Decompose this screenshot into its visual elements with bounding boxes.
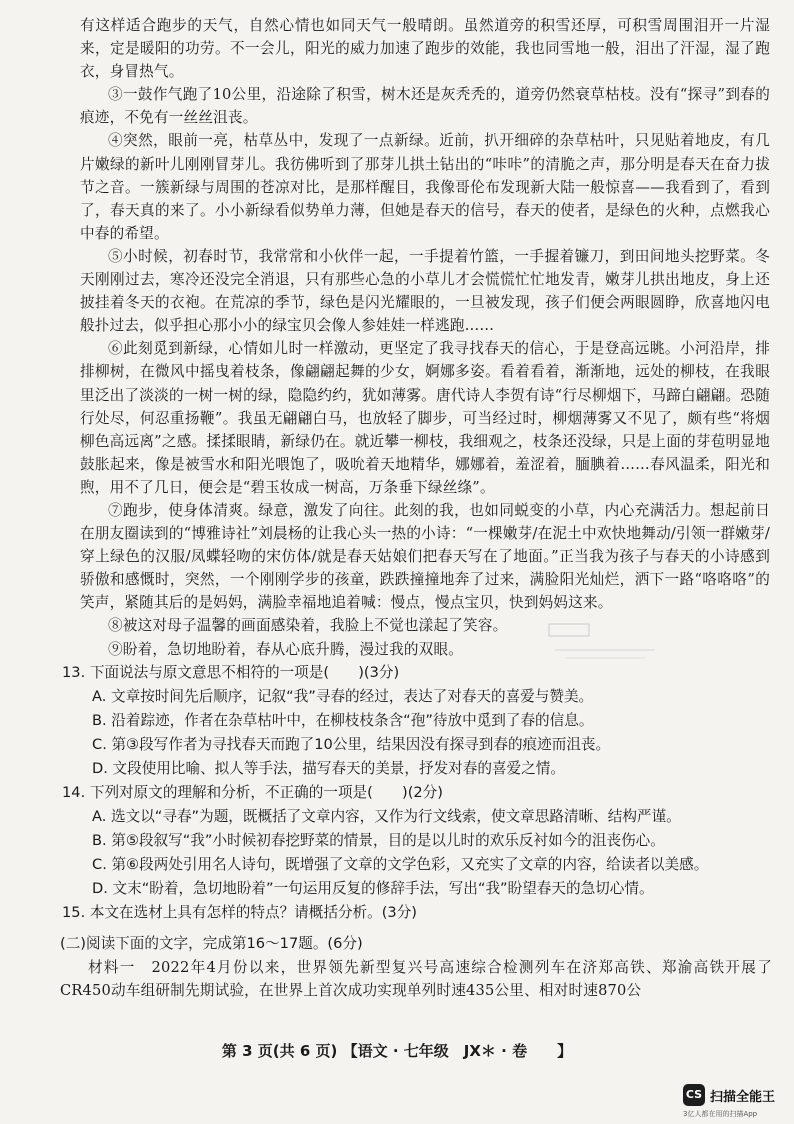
scanner-watermark [683, 1082, 791, 1120]
question-15 [62, 901, 770, 925]
stamp-graphic [545, 620, 665, 666]
camscanner-name: 扫描全能王 [710, 1090, 776, 1105]
question-14 [62, 781, 770, 901]
question-13 [62, 661, 770, 781]
camscanner-logo-icon: CS [683, 1084, 705, 1106]
passage-paragraph-6: ⑥此刻觅到新绿，心情如儿时一样激动，更坚定了我寻找春天的信心，于是登高远眺。小河沿岸，排排柳树，在微风中摇曳着枝条，像翩翩起舞的少女，婀娜多姿。看着看着，渐渐地，远处的柳枝，在我眼里泛出了淡淡的一树一树的绿，隐隐约约，犹如薄雾。唐代诗人李贺有诗“行尽柳烟下，马蹄白翩翩。恐随行处尽，何忍重扬鞭”。我虽无翩翩白马，也放轻了脚步，可当经过时，柳烟薄雾又不见了，颇有些“将烟柳色高远离”之感。揉揉眼睛，新绿仍在。就近攀一柳枝，我细观之，枝条还没绿，只是上面的芽苞明显地鼓胀起来，像是被雪水和阳光喂饱了，吸吮着天地精华，娜娜着，羞涩着，腼腆着……春风温柔，阳光和煦，用不了几日，便会是“碧玉妆成一树高，万条垂下绿丝绦”。 [80, 340, 770, 496]
question-15-title: 15. 本文在选材上具有怎样的特点？请概括分析。(3分) [62, 903, 417, 921]
passage-paragraph-9: ⑨盼着，急切地盼着，春从心底升腾，漫过我的双眼。 [108, 640, 464, 658]
material-1-text: 材料一 2022年4月份以来，世界领先新型复兴号高速综合检测列车在济郑高铁、郑渝高铁开展了CR450动车组研制先期试验，在世界上首次成功实现单列时速435公里、相对时速870公 [60, 959, 772, 1000]
passage-paragraph-4: ④突然，眼前一亮，枯草丛中，发现了一点新绿。近前，扒开细碎的杂草枯叶，只见贴着地皮，有几片嫩绿的新叶儿刚刚冒芽儿。我彷佛听到了那芽儿拱土钻出的“咔咔”的清脆之声，那分明是春天在奋力拔节之音。一簇新绿与周围的苍凉对比，是那样醒目，我像哥伦布发现新大陆一般惊喜——我看到了，看到了，春天真的来了。小小新绿看似势单力薄，但她是春天的信号，春天的使者，是绿色的火种，点燃我心中春的希望。 [80, 132, 770, 242]
reading-section-2 [60, 932, 772, 1002]
passage-paragraph-8: ⑧被这对母子温馨的画面感染着，我脸上不觉也漾起了笑容。 [108, 617, 508, 635]
passage-paragraph-top: 有这样适合跑步的天气，自然心情也如同天气一般晴朗。虽然道旁的积雪还厚，可积雪周围泪开一片湿来，定是暖阳的功劳。不一会儿，阳光的威力加速了跑步的效能，我也同雪地一般，泪出了汗湿，湿了跑衣，身冒热气。 [80, 17, 770, 81]
passage-paragraph-3: ③一鼓作气跑了10公里，沿途除了积雪，树木还是灰秃秃的，道旁仍然衰草枯枝。没有“探寻”到春的痕迹，不免有一丝丝沮丧。 [80, 86, 770, 127]
question-13-option-d: D. 文段使用比喻、拟人等手法，描写春天的美景，抒发对春的喜爱之情。 [92, 759, 565, 777]
passage-paragraph-7: ⑦跑步，使身体清爽。绿意，激发了向往。此刻的我，也如同蜕变的小草，内心充满活力。想起前日在朋友圈读到的“博雅诗社”刘晨杨的让我心头一热的小诗：“一棵嫩芽/在泥土中欢快地舞动/引领一群嫩芽/穿上绿色的汉服/凤蝶轻吻的宋仿体/就是春天姑娘们把春天写在了地面。”正当我为孩子与春天的小诗感到骄傲和感慨时，突然，一个刚刚学步的孩童，跌跌撞撞地奔了过来，满脸阳光灿烂，洒下一路“咯咯咯”的笑声，紧随其后的是妈妈，满脸幸福地追着喊：慢点，慢点宝贝，快到妈妈这来。 [80, 501, 770, 612]
question-13-title: 13. 下面说法与原文意思不相符的一项是( )(3分) [62, 663, 400, 681]
question-14-option-a: A. 选文以“寻春”为题，既概括了文章内容，又作为行文线索，使文章思路清晰、结构严谨。 [92, 807, 681, 825]
question-14-option-c: C. 第⑥段两处引用名人诗句，既增强了文章的文学色彩，又充实了文章的内容，给读者以美感。 [92, 855, 709, 873]
question-14-title: 14. 下列对原文的理解和分析，不正确的一项是( )(2分) [62, 783, 443, 801]
question-13-option-b: B. 沿着踪迹，作者在杂草枯叶中，在柳枝枝条含“孢”待放中觅到了春的信息。 [92, 711, 594, 729]
reading-passage [62, 14, 770, 925]
page-number: 第 3 页(共 6 页) [221, 1042, 338, 1060]
paper-tag: 【语文 · 七年级 JX＊ · 卷 】 [342, 1042, 573, 1060]
question-13-option-a: A. 文章按时间先后顺序，记叙“我”寻春的经过，表达了对春天的喜爱与赞美。 [92, 687, 594, 705]
section-2-title: (二)阅读下面的文字，完成第16～17题。(6分) [60, 935, 363, 952]
passage-paragraph-5: ⑤小时候，初春时节，我常常和小伙伴一起，一手提着竹篮，一手握着镰刀，到田间地头挖野菜。冬天刚刚过去，寒冷还没完全消退，只有那些心急的小草儿才会慌慌忙忙地发青，嫩芽儿拱出地皮，身上还披挂着冬天的衣袍。在荒凉的季节，绿色是闪光耀眼的，一旦被发现，孩子们便会两眼圆睁，欣喜地闪电般扑过去，似乎担心那小小的绿宝贝会像人参娃娃一样逃跑…… [80, 247, 770, 335]
camscanner-tagline: 3亿人都在用的扫描App [683, 1110, 758, 1118]
page-footer [0, 1040, 794, 1061]
question-14-option-b: B. 第⑤段叙写“我”小时候初春挖野菜的情景，目的是以儿时的欢乐反衬如今的沮丧伤心。 [92, 831, 665, 849]
question-14-option-d: D. 文末“盼着，急切地盼着”一句运用反复的修辞手法，写出“我”盼望春天的急切心情。 [92, 879, 654, 897]
faint-stamp-mark [545, 620, 665, 666]
question-13-option-c: C. 第③段写作者为寻找春天而跑了10公里，结果因没有探寻到春的痕迹而沮丧。 [92, 735, 611, 753]
